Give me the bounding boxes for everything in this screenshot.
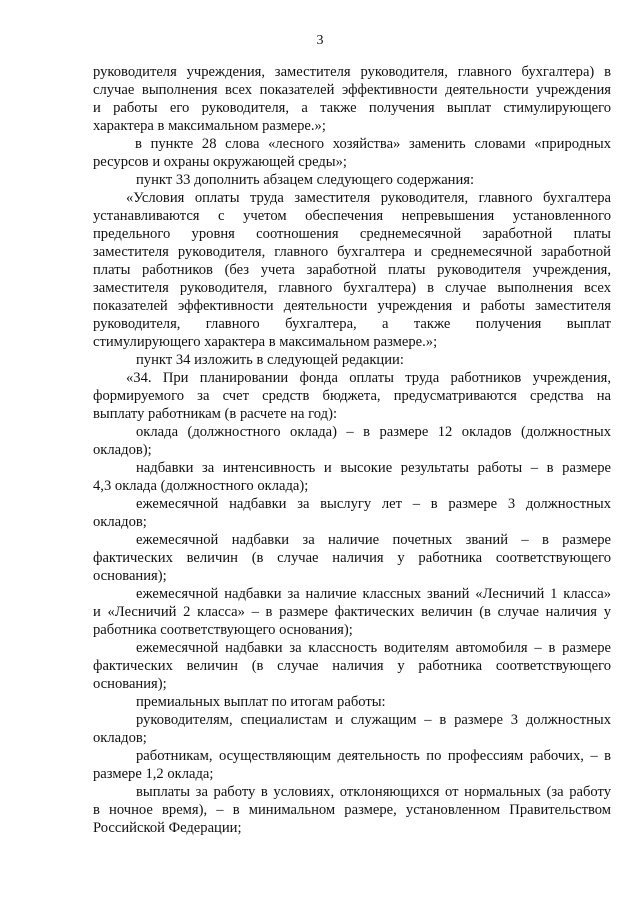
text-line: в ночное время), – в минимальном размере, установленном Правительством [93, 802, 611, 818]
text-line: оклада (должностного оклада) – в размере 12 окладов (должностных [136, 424, 611, 440]
text-line: заместителя руководителя, главного бухгалтера и среднемесячной заработной [93, 244, 611, 260]
text-line: выплату работникам (в расчете на год): [93, 406, 338, 422]
text-line: окладов; [93, 730, 147, 746]
text-line: и «Лесничий 2 класса» – в размере фактических величин (в случае наличия у [93, 604, 611, 620]
text-line: руководителям, специалистам и служащим – в размере 3 должностных [136, 712, 611, 728]
text-line: руководителя учреждения, заместителя руководителя, главного бухгалтера) в [93, 64, 611, 80]
text-line: показателей эффективности деятельности учреждения и работы заместителя [93, 298, 611, 314]
text-line: пункт 33 дополнить абзацем следующего содержания: [136, 172, 475, 188]
text-line: выплаты за работу в условиях, отклоняющихся от нормальных (за работу [136, 784, 611, 800]
page-number: 3 [316, 33, 324, 48]
document-body [93, 63, 611, 837]
text-line: «Условия оплаты труда заместителя руководителя, главного бухгалтера [126, 190, 611, 206]
text-line: и работы его руководителя, а также получения выплат стимулирующего [93, 100, 611, 116]
text-line: формируемого за счет средств бюджета, предусматриваются средства на [93, 388, 611, 404]
text-line: стимулирующего характера в максимальном размере.»; [93, 334, 438, 350]
text-line: предельного уровня соотношения среднемесячной заработной платы [93, 226, 611, 242]
text-line: пункт 34 изложить в следующей редакции: [136, 352, 404, 368]
text-line: фактических величин (в случае наличия у работника соответствующего [93, 658, 611, 674]
text-line: характера в максимальном размере.»; [93, 118, 326, 134]
text-line: 4,3 оклада (должностного оклада); [93, 478, 309, 494]
text-line: устанавливаются с учетом обеспечения непревышения установленного [93, 208, 611, 224]
text-line: ежемесячной надбавки за наличие почетных званий – в размере [136, 532, 611, 548]
text-line: случае выполнения всех показателей эффективности деятельности учреждения [93, 82, 611, 98]
text-line: основания); [93, 676, 167, 692]
text-line: работника соответствующего основания); [93, 622, 353, 638]
text-line: ежемесячной надбавки за наличие классных званий «Лесничий 1 класса» [136, 586, 611, 602]
text-line: «34. При планировании фонда оплаты труда работников учреждения, [126, 370, 611, 386]
text-line: ресурсов и охраны окружающей среды»; [93, 154, 347, 170]
text-line: работникам, осуществляющим деятельность по профессиям рабочих, – в [136, 748, 611, 764]
text-line: ежемесячной надбавки за выслугу лет – в размере 3 должностных [136, 496, 611, 512]
text-line: размере 1,2 оклада; [93, 766, 214, 782]
text-line: ежемесячной надбавки за классность водителям автомобиля – в размере [136, 640, 611, 656]
text-line: окладов); [93, 442, 152, 458]
text-line: премиальных выплат по итогам работы: [136, 694, 386, 710]
text-line: фактических величин (в случае наличия у работника соответствующего [93, 550, 611, 566]
text-line: заместителя руководителя, главного бухгалтера) в случае выполнения всех [93, 280, 611, 296]
text-line: в пункте 28 слова «лесного хозяйства» заменить словами «природных [135, 136, 611, 152]
text-line: Российской Федерации; [93, 820, 242, 836]
text-line: основания); [93, 568, 167, 584]
text-line: окладов; [93, 514, 147, 530]
text-line: руководителя, главного бухгалтера, а также получения выплат [93, 316, 611, 332]
text-line: надбавки за интенсивность и высокие результаты работы – в размере [136, 460, 611, 476]
text-line: платы работников (без учета заработной платы руководителя учреждения, [93, 262, 611, 278]
